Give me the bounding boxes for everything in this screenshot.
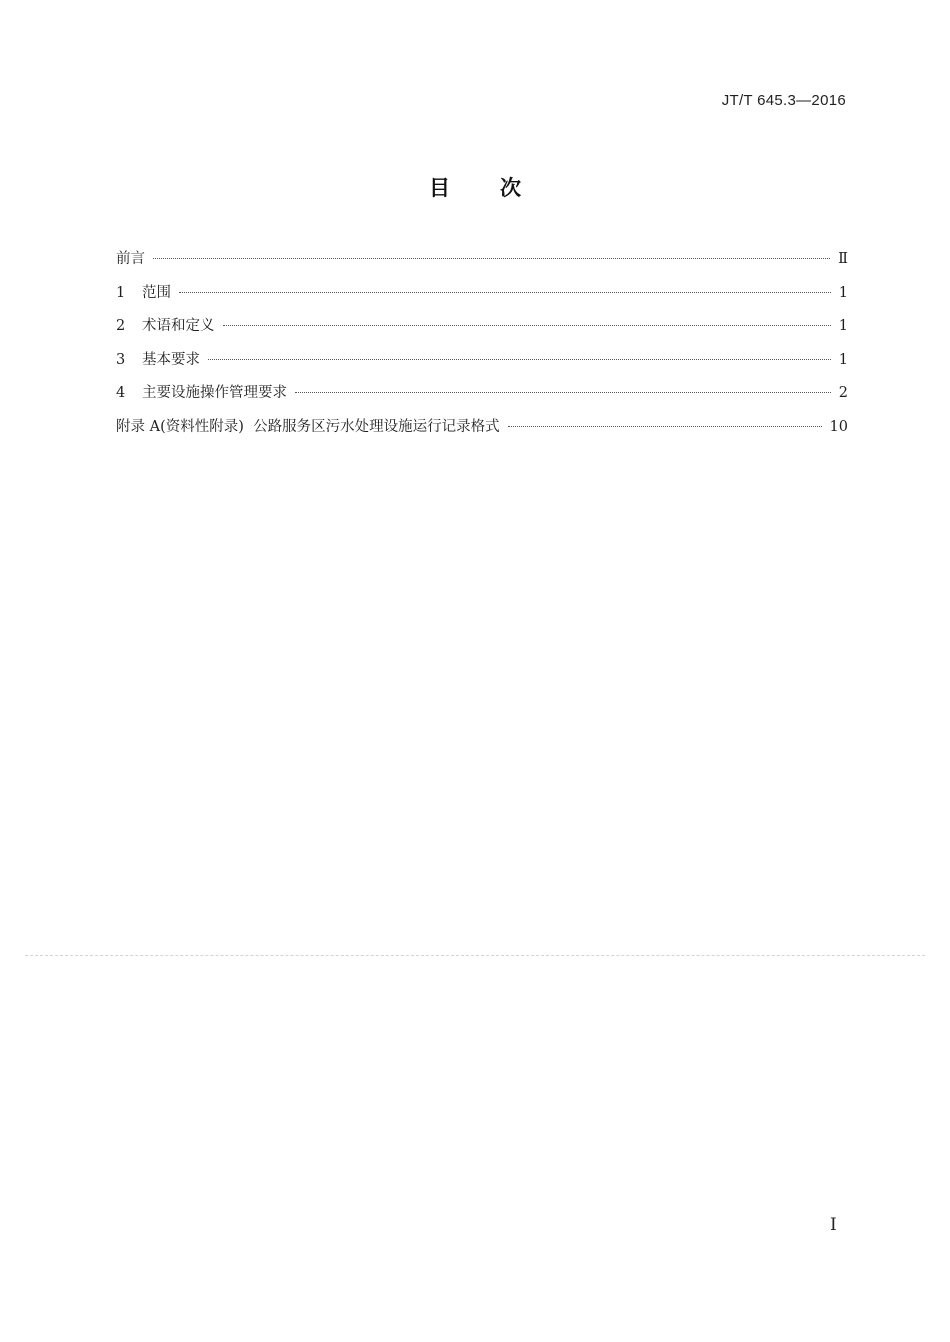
toc-list bbox=[116, 248, 848, 449]
toc-entry-foreword[interactable] bbox=[116, 248, 848, 282]
toc-title bbox=[0, 172, 950, 202]
toc-entry-page: 1 bbox=[838, 351, 848, 368]
toc-leader bbox=[208, 359, 831, 360]
page-number: I bbox=[830, 1215, 837, 1235]
toc-entry-page: 10 bbox=[829, 418, 848, 435]
toc-entry-label: 主要设施操作管理要求 bbox=[142, 385, 287, 401]
toc-entry-page: Ⅱ bbox=[838, 251, 848, 267]
toc-entry-number: 1 bbox=[116, 284, 126, 301]
toc-leader bbox=[295, 392, 831, 393]
document-code: JT/T 645.3—2016 bbox=[721, 92, 846, 109]
toc-entry-number: 3 bbox=[116, 351, 126, 368]
toc-entry-page: 1 bbox=[838, 284, 848, 301]
toc-leader bbox=[153, 258, 830, 259]
toc-entry-facility-operation[interactable] bbox=[116, 382, 848, 416]
toc-title-part1: 目 bbox=[429, 176, 450, 200]
toc-entry-basic-requirements[interactable] bbox=[116, 349, 848, 383]
toc-entry-page: 2 bbox=[838, 385, 848, 401]
toc-entry-label: 前言 bbox=[116, 251, 145, 267]
toc-entry-page: 1 bbox=[838, 318, 848, 334]
toc-leader bbox=[179, 292, 831, 293]
toc-entry-number: 2 bbox=[116, 318, 126, 334]
toc-entry-scope[interactable] bbox=[116, 282, 848, 316]
page-fold-line bbox=[25, 955, 925, 956]
toc-entry-label: 基本要求 bbox=[142, 351, 200, 368]
toc-entry-label: 术语和定义 bbox=[142, 318, 215, 334]
toc-entry-terms[interactable] bbox=[116, 315, 848, 349]
toc-entry-label: 范围 bbox=[142, 284, 171, 301]
toc-leader bbox=[508, 426, 822, 427]
toc-entry-appendix-a[interactable] bbox=[116, 416, 848, 450]
toc-title-part2: 次 bbox=[500, 176, 521, 200]
toc-entry-label: 附录 A(资料性附录) 公路服务区污水处理设施运行记录格式 bbox=[116, 418, 500, 435]
toc-leader bbox=[223, 325, 831, 326]
toc-entry-number: 4 bbox=[116, 385, 126, 401]
